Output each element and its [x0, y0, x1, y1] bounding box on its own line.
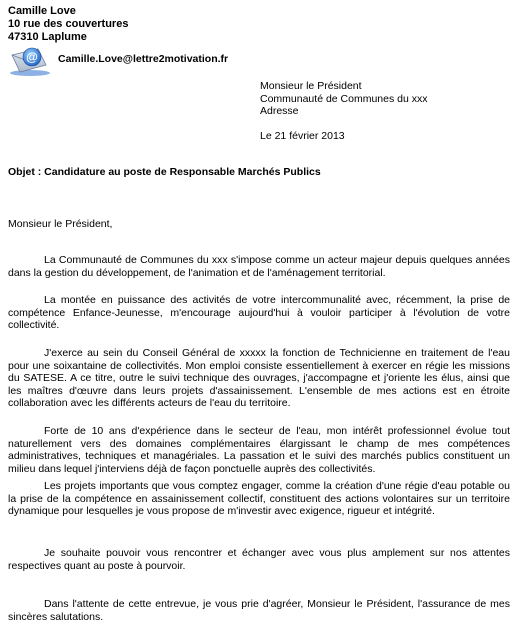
- recipient-organization: Communauté de Communes du xxx: [260, 92, 428, 105]
- paragraph-current-role: J'exerce au sein du Conseil Général de xxxxx la fonction de Technicienne en traitement de l'eau pour une soixantaine de collectivités. Mon emploi consiste essentiellement à exercer en régie les missions du SATESE. A ce titre, outre le suivi technique des ouvrages, j'accompagne et j'oriente les élus, ainsi que les maîtres d'œuvre dans leurs projets d'assainissement. L'ensemble de mes actions est en étroite collaboration avec les différents acteurs de l'eau du territoire.: [8, 347, 510, 410]
- paragraph-meeting-request: Je souhaite pouvoir vous rencontrer et échanger avec vous plus amplement sur nos attentes respectives quant au poste à pourvoir.: [8, 547, 510, 572]
- sender-name: Camille Love: [8, 5, 76, 17]
- paragraph-closing: Dans l'attente de cette entrevue, je vous prie d'agréer, Monsieur le Président, l'assurance de mes sincères salutations.: [8, 598, 510, 623]
- paragraph-experience: Forte de 10 ans d'expérience dans le secteur de l'eau, mon intérêt professionnel évolue tout naturellement vers des domaines complémentaires élargissant le champ de mes compétences administratives, techniques et managériales. La passation et le suivi des marchés publics constituent un milieu dans lequel j'interviens déjà de façon ponctuelle auprès des collectivités.: [8, 425, 510, 475]
- sender-block: [8, 5, 128, 44]
- recipient-address: Adresse: [260, 105, 299, 117]
- sender-email[interactable]: Camille.Love@lettre2motivation.fr: [58, 53, 229, 65]
- letter-subject: Objet : Candidature au poste de Responsable Marchés Publics: [8, 166, 321, 178]
- salutation: Monsieur le Président,: [8, 218, 113, 230]
- paragraph-motivation: La montée en puissance des activités de votre intercommunalité avec, récemment, la prise de compétence Enfance-Jeunesse, m'encourage aujourd'hui à vouloir participer à l'évolution de votre collectivité.: [8, 294, 510, 332]
- letter-date: Le 21 février 2013: [260, 130, 345, 142]
- sender-city: 47310 Laplume: [8, 31, 87, 43]
- paragraph-intro: La Communauté de Communes du xxx s'impose comme un acteur majeur depuis quelques années dans la gestion du développement, de l'animation et de l'aménagement territorial.: [8, 254, 510, 279]
- recipient-title: Monsieur le Président: [260, 80, 362, 92]
- sender-street: 10 rue des couvertures: [8, 18, 129, 30]
- paragraph-projects: Les projets importants que vous comptez engager, comme la création d'une régie d'eau potable ou la prise de la compétence en assainissement collectif, constituent des actions volontaires sur un territoire dynamique pour lesquelles je vous propose de m'investir avec exigence, rigueur et intégrité.: [8, 480, 510, 518]
- recipient-block: [260, 80, 428, 118]
- email-at-icon: [8, 45, 52, 77]
- svg-text:@: @: [26, 50, 38, 64]
